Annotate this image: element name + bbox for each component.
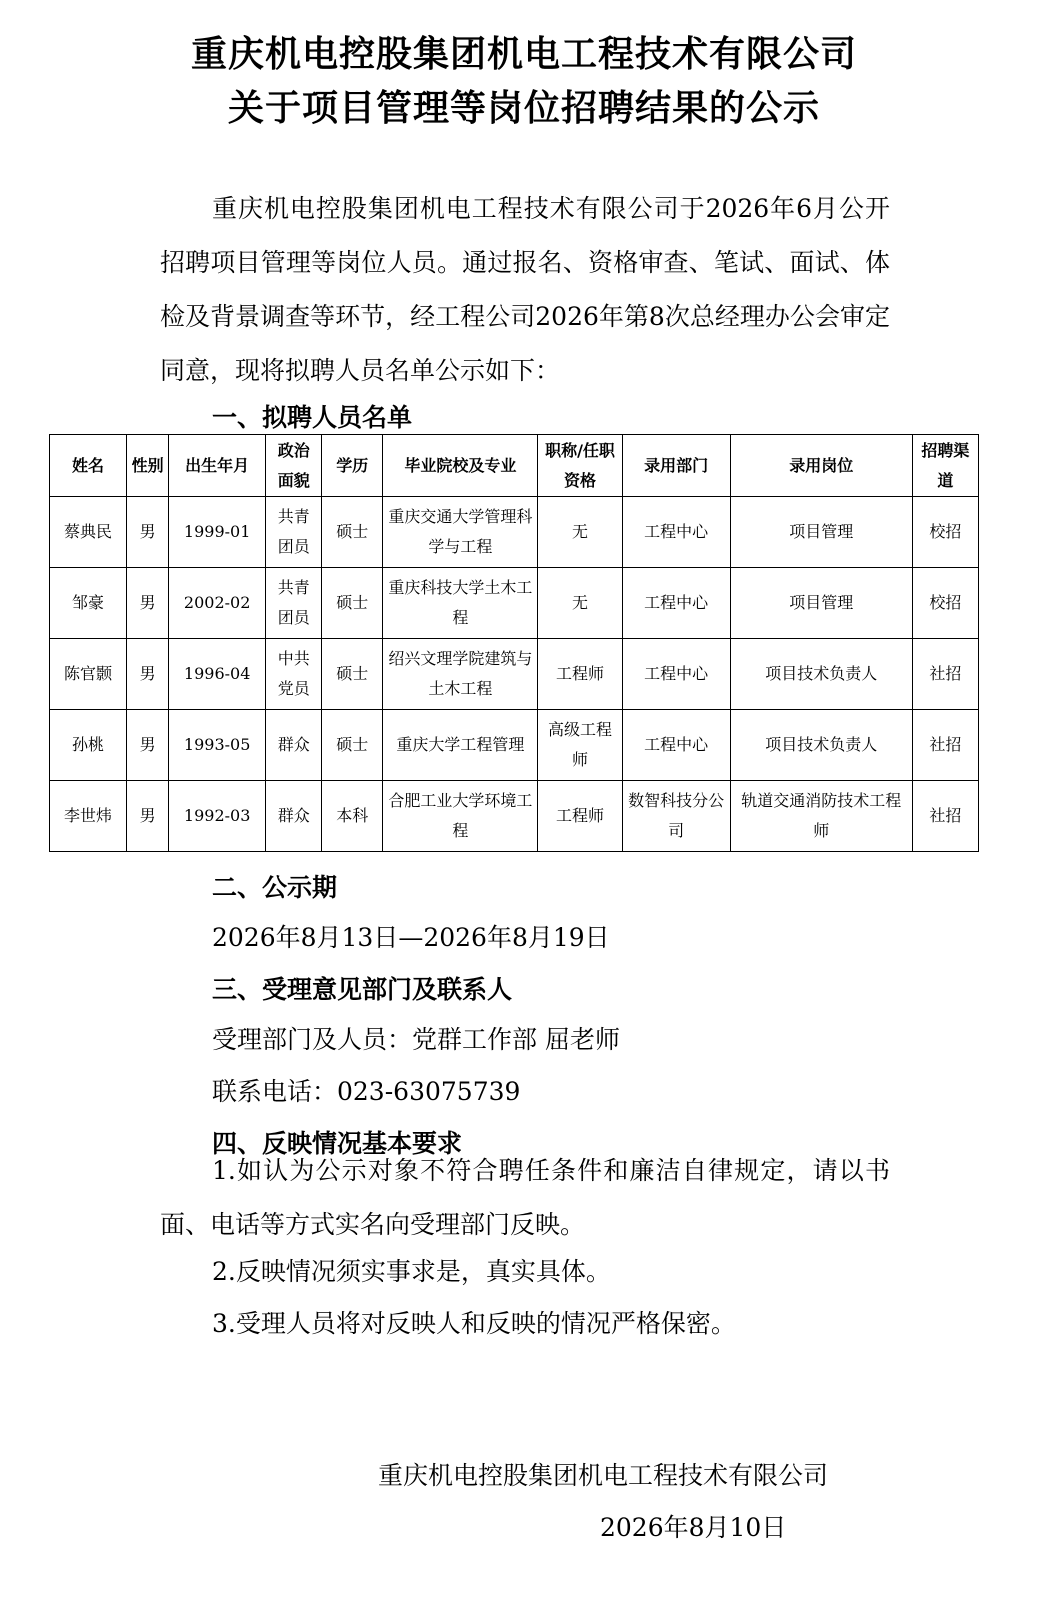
cell-education: 硕士	[322, 497, 383, 568]
cell-channel: 社招	[912, 639, 978, 710]
cell-name: 蔡典民	[50, 497, 127, 568]
cell-school-major: 绍兴文理学院建筑与土木工程	[383, 639, 538, 710]
requirement-1: 1.如认为公示对象不符合聘任条件和廉洁自律规定，请以书面、电话等方式实名向受理部门反映。	[160, 1156, 890, 1239]
requirement-3: 3.受理人员将对反映人和反映的情况严格保密。	[212, 1309, 736, 1338]
cell-gender: 男	[127, 710, 169, 781]
cell-political: 群众	[266, 710, 322, 781]
document-title-line1: 重庆机电控股集团机电工程技术有限公司	[190, 34, 857, 75]
contact-phone: 联系电话：023-63075739	[212, 1077, 521, 1106]
cell-school-major: 合肥工业大学环境工程	[383, 781, 538, 852]
cell-position: 项目技术负责人	[730, 639, 912, 710]
cell-gender: 男	[127, 568, 169, 639]
cell-school-major: 重庆大学工程管理	[383, 710, 538, 781]
table-header-row	[50, 435, 979, 497]
cell-position: 项目技术负责人	[730, 710, 912, 781]
cell-title: 无	[538, 497, 622, 568]
cell-gender: 男	[127, 781, 169, 852]
cell-gender: 男	[127, 639, 169, 710]
section-heading-period: 二、公示期	[212, 873, 338, 902]
cell-name: 李世炜	[50, 781, 127, 852]
announcement-period: 2026年8月13日—2026年8月19日	[212, 923, 610, 952]
document-title-line2: 关于项目管理等岗位招聘结果的公示	[227, 88, 820, 129]
cell-education: 本科	[322, 781, 383, 852]
cell-political: 共青团员	[266, 497, 322, 568]
cell-name: 陈官颢	[50, 639, 127, 710]
contact-department: 受理部门及人员：党群工作部 屈老师	[212, 1025, 620, 1054]
cell-department: 数智科技分公司	[622, 781, 730, 852]
col-header-political: 政治面貌	[266, 435, 322, 497]
cell-name: 邹豪	[50, 568, 127, 639]
cell-department: 工程中心	[622, 710, 730, 781]
col-header-gender: 性别	[127, 435, 169, 497]
table-row	[50, 710, 979, 781]
cell-birth: 1996-04	[169, 639, 266, 710]
section-heading-requirements: 四、反映情况基本要求	[212, 1129, 463, 1158]
col-header-birth: 出生年月	[169, 435, 266, 497]
cell-channel: 校招	[912, 568, 978, 639]
cell-birth: 1992-03	[169, 781, 266, 852]
col-header-title: 职称/任职资格	[538, 435, 622, 497]
col-header-department: 录用部门	[622, 435, 730, 497]
cell-education: 硕士	[322, 639, 383, 710]
cell-school-major: 重庆科技大学土木工程	[383, 568, 538, 639]
section-heading-candidates: 一、拟聘人员名单	[212, 403, 413, 432]
table-row	[50, 639, 979, 710]
section-heading-contact: 三、受理意见部门及联系人	[212, 975, 513, 1004]
signature-company: 重庆机电控股集团机电工程技术有限公司	[378, 1461, 829, 1490]
intro-paragraph: 重庆机电控股集团机电工程技术有限公司于2026年6月公开招聘项目管理等岗位人员。通过报名、资格审查、笔试、面试、体检及背景调查等环节，经工程公司2026年第8次总经理办公会审定同意，现将拟聘人员名单公示如下：	[160, 194, 890, 385]
col-header-position: 录用岗位	[730, 435, 912, 497]
cell-department: 工程中心	[622, 568, 730, 639]
col-header-channel: 招聘渠道	[912, 435, 978, 497]
cell-position: 项目管理	[730, 497, 912, 568]
cell-gender: 男	[127, 497, 169, 568]
cell-title: 高级工程师	[538, 710, 622, 781]
cell-school-major: 重庆交通大学管理科学与工程	[383, 497, 538, 568]
cell-birth: 2002-02	[169, 568, 266, 639]
cell-birth: 1999-01	[169, 497, 266, 568]
cell-title: 无	[538, 568, 622, 639]
signature-date: 2026年8月10日	[600, 1513, 787, 1542]
cell-birth: 1993-05	[169, 710, 266, 781]
cell-title: 工程师	[538, 639, 622, 710]
cell-department: 工程中心	[622, 639, 730, 710]
cell-education: 硕士	[322, 710, 383, 781]
cell-position: 轨道交通消防技术工程师	[730, 781, 912, 852]
cell-name: 孙桃	[50, 710, 127, 781]
cell-political: 中共党员	[266, 639, 322, 710]
col-header-name: 姓名	[50, 435, 127, 497]
cell-channel: 社招	[912, 710, 978, 781]
table-row	[50, 781, 979, 852]
cell-position: 项目管理	[730, 568, 912, 639]
cell-title: 工程师	[538, 781, 622, 852]
col-header-education: 学历	[322, 435, 383, 497]
cell-political: 共青团员	[266, 568, 322, 639]
cell-department: 工程中心	[622, 497, 730, 568]
candidate-table	[49, 434, 979, 852]
col-header-school-major: 毕业院校及专业	[383, 435, 538, 497]
table-row	[50, 568, 979, 639]
cell-education: 硕士	[322, 568, 383, 639]
table-row	[50, 497, 979, 568]
cell-political: 群众	[266, 781, 322, 852]
requirement-2: 2.反映情况须实事求是，真实具体。	[212, 1257, 611, 1286]
cell-channel: 校招	[912, 497, 978, 568]
cell-channel: 社招	[912, 781, 978, 852]
